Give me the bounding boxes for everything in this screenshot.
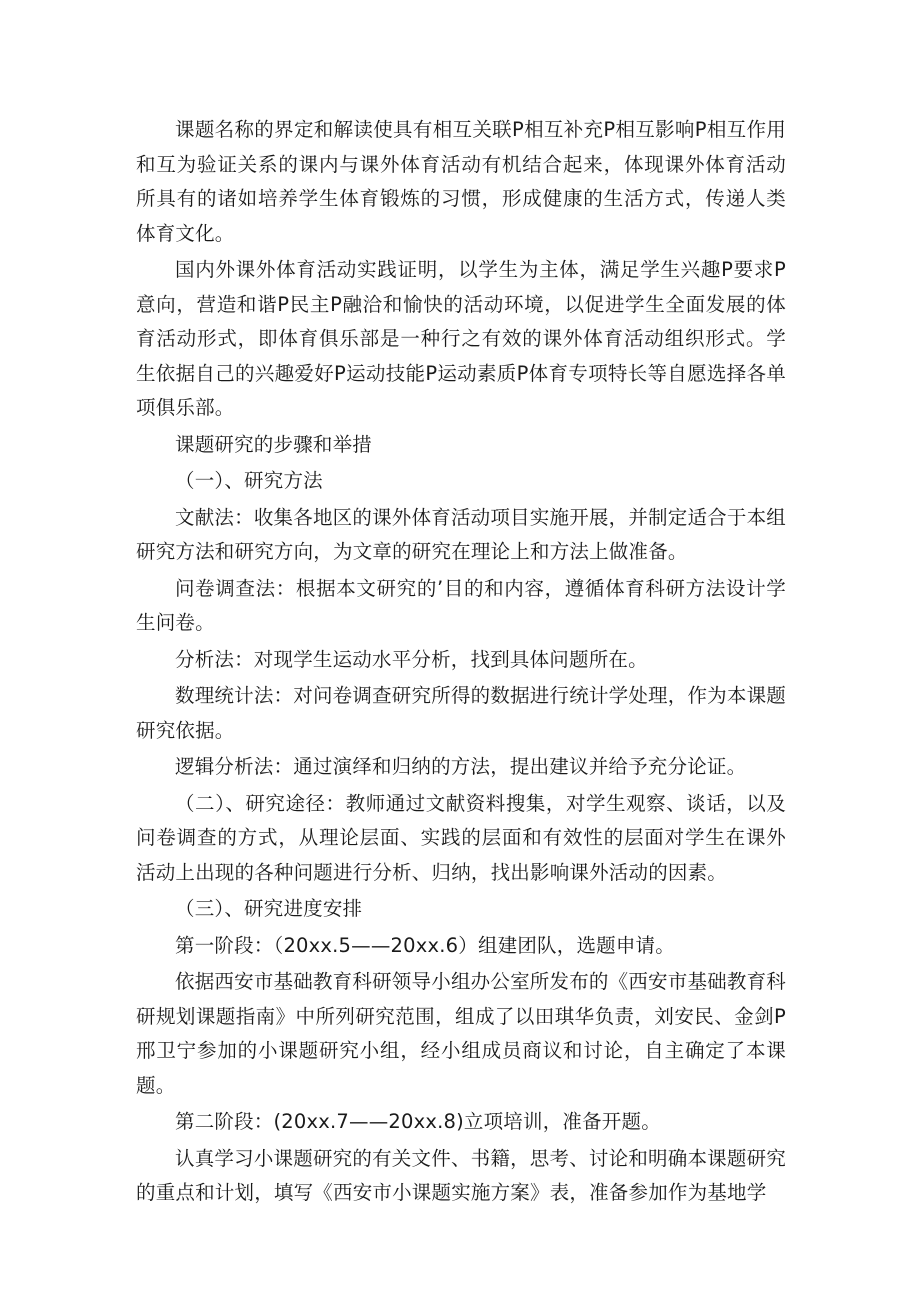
paragraph-literature-method: 文献法：收集各地区的课外体育活动项目实施开展，并制定适合于本组研究方法和研究方向，为文章的研究在理论上和方法上做准备。 xyxy=(136,505,786,563)
paragraph-analysis-method: 分析法：对现学生运动水平分析，找到具体问题所在。 xyxy=(175,647,648,671)
paragraph-questionnaire-method: 问卷调查法：根据本文研究的’目的和内容，遵循体育科研方法设计学生问卷。 xyxy=(136,576,786,634)
paragraph-topic-definition: 课题名称的界定和解读使具有相互关联P相互补充P相互影响P相互作用和互为验证关系的课内与课外体育活动有机结合起来，体现课外体育活动所具有的诸如培养学生体育锻炼的习惯，形成健康的生活方式，传递人类体育文化。 xyxy=(136,118,786,245)
paragraph-practice-evidence: 国内外课外体育活动实践证明，以学生为主体，满足学生兴趣P要求P意向，营造和谐P民主P融洽和愉快的活动环境，以促进学生全面发展的体育活动形式，即体育俱乐部是一种行之有效的课外体育活动组织形式。学生依据自己的兴趣爱好P运动技能P运动素质P体育专项特长等自愿选择各单项俱乐部。 xyxy=(136,258,786,419)
paragraph-research-approach: （二）、研究途径：教师通过文献资料搜集，对学生观察、谈话，以及问卷调查的方式，从理论层面、实践的层面和有效性的层面对学生在课外活动上出现的各种问题进行分析、归纳，找出影响课外活动的因素。 xyxy=(136,791,786,884)
paragraph-stage-two-detail: 认真学习小课题研究的有关文件、书籍，思考、讨论和明确本课题研究的重点和计划，填写《西安市小课题实施方案》表，准备参加作为基地学 xyxy=(136,1146,786,1204)
paragraph-stage-two: 第二阶段：(20xx.7——20xx.8)立项培训，准备开题。 xyxy=(175,1110,661,1133)
heading-research-methods: （一）、研究方法 xyxy=(175,469,323,492)
paragraph-stage-one-detail: 依据西安市基础教育科研领导小组办公室所发布的《西安市基础教育科研规划课题指南》中所列研究范围，组成了以田琪华负责，刘安民、金剑P邢卫宁参加的小课题研究小组，经小组成员商议和讨论，自主确定了本课题。 xyxy=(136,970,786,1097)
document-body xyxy=(136,113,786,1213)
paragraph-stage-one: 第一阶段：（20xx.5——20xx.6）组建团队，选题申请。 xyxy=(175,933,675,957)
paragraph-statistics-method: 数理统计法：对问卷调查研究所得的数据进行统计学处理，作为本课题研究依据。 xyxy=(136,684,786,742)
paragraph-logic-method: 逻辑分析法：通过演绎和归纳的方法，提出建议并给予充分论证。 xyxy=(175,755,747,778)
heading-schedule: （三）、研究进度安排 xyxy=(175,897,363,920)
heading-research-steps: 课题研究的步骤和举措 xyxy=(175,432,373,456)
